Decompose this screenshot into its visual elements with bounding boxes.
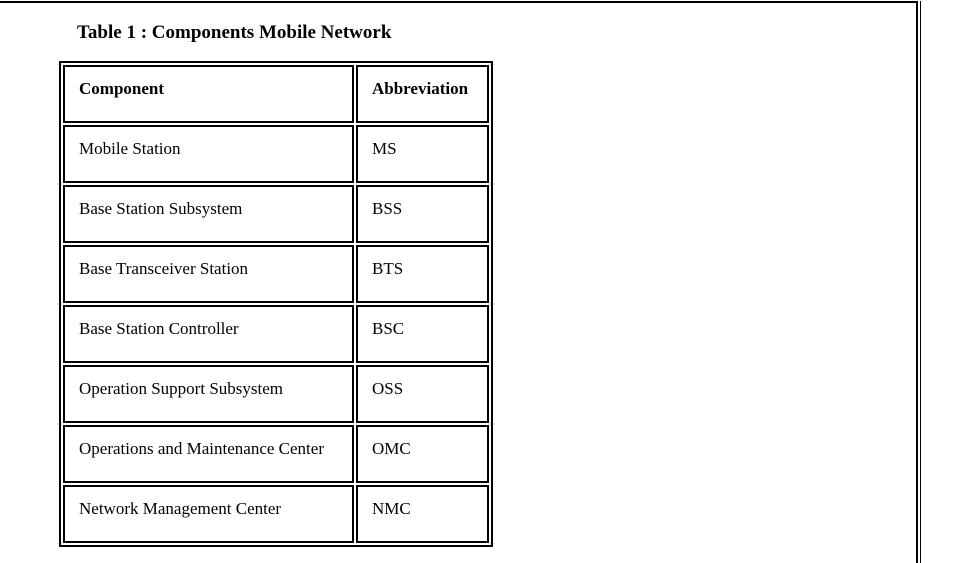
component-cell: Network Management Center bbox=[63, 485, 354, 543]
component-cell: Base Station Subsystem bbox=[63, 185, 354, 243]
component-cell: Operation Support Subsystem bbox=[63, 365, 354, 423]
abbreviation-cell: OSS bbox=[356, 365, 489, 423]
table-row bbox=[63, 365, 489, 423]
table-row bbox=[63, 245, 489, 303]
table-row bbox=[63, 125, 489, 183]
table-title: Table 1 : Components Mobile Network bbox=[77, 22, 392, 43]
table-row bbox=[63, 305, 489, 363]
components-table bbox=[59, 61, 493, 547]
table-header-row bbox=[63, 65, 489, 123]
header-abbreviation: Abbreviation bbox=[356, 65, 489, 123]
abbreviation-cell: BTS bbox=[356, 245, 489, 303]
table-row bbox=[63, 425, 489, 483]
component-cell: Operations and Maintenance Center bbox=[63, 425, 354, 483]
abbreviation-cell: MS bbox=[356, 125, 489, 183]
header-component: Component bbox=[63, 65, 354, 123]
table-row bbox=[63, 185, 489, 243]
abbreviation-cell: OMC bbox=[356, 425, 489, 483]
component-cell: Base Station Controller bbox=[63, 305, 354, 363]
abbreviation-cell: NMC bbox=[356, 485, 489, 543]
table-row bbox=[63, 485, 489, 543]
abbreviation-cell: BSC bbox=[356, 305, 489, 363]
component-cell: Mobile Station bbox=[63, 125, 354, 183]
abbreviation-cell: BSS bbox=[356, 185, 489, 243]
component-cell: Base Transceiver Station bbox=[63, 245, 354, 303]
